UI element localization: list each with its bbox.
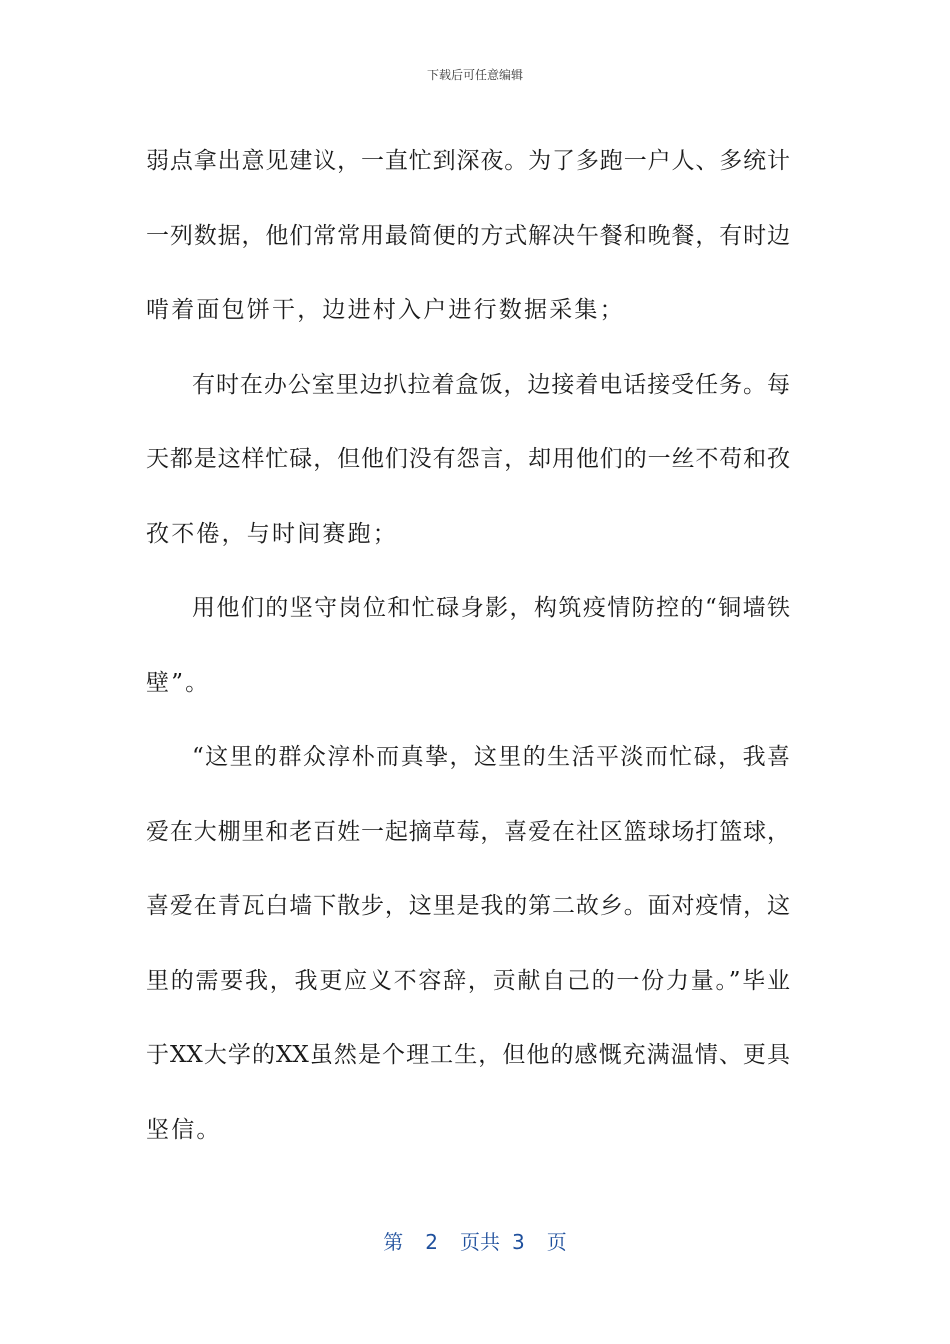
page-label-suffix: 页 (546, 1230, 567, 1254)
page-label-prefix: 第 (383, 1230, 404, 1254)
text-line: 于XX大学的XX虽然是个理工生，但他的感慨充满温情、更具 (146, 1042, 790, 1068)
text-line: 里的需要我，我更应义不容辞，贡献自己的一份力量。”毕业 (146, 967, 790, 994)
page-header: 下载后可任意编辑 (426, 68, 523, 82)
text-line: 啃着面包饼干，边进村入户进行数据采集； (146, 297, 625, 323)
text-line: 壁”。 (146, 669, 211, 696)
text-line: 有时在办公室里边扒拉着盒饭，边接着电话接受任务。每 (192, 371, 790, 398)
total-pages-number: 3 (512, 1230, 525, 1254)
text-line: 孜不倦，与时间赛跑； (146, 520, 398, 547)
text-line: 用他们的坚守岗位和忙碌身影，构筑疫情防控的“铜墙铁 (192, 595, 790, 621)
text-line: 喜爱在青瓦白墙下散步，这里是我的第二故乡。面对疫情，这 (146, 893, 790, 919)
text-line: 弱点拿出意见建议，一直忙到深夜。为了多跑一户人、多统计 (146, 148, 790, 174)
text-line: 一列数据，他们常常用最简便的方式解决午餐和晚餐，有时边 (146, 222, 790, 249)
page-label-mid: 页共 (460, 1230, 500, 1254)
text-line: 天都是这样忙碌，但他们没有怨言，却用他们的一丝不苟和孜 (146, 446, 790, 472)
current-page-number: 2 (425, 1230, 438, 1254)
text-line: “这里的群众淳朴而真挚，这里的生活平淡而忙碌，我喜 (192, 744, 790, 770)
text-line: 爱在大棚里和老百姓一起摘草莓，喜爱在社区篮球场打篮球， (146, 818, 790, 845)
page-footer (0, 1226, 950, 1255)
document-body (146, 124, 790, 1167)
text-line: 坚信。 (146, 1116, 222, 1143)
